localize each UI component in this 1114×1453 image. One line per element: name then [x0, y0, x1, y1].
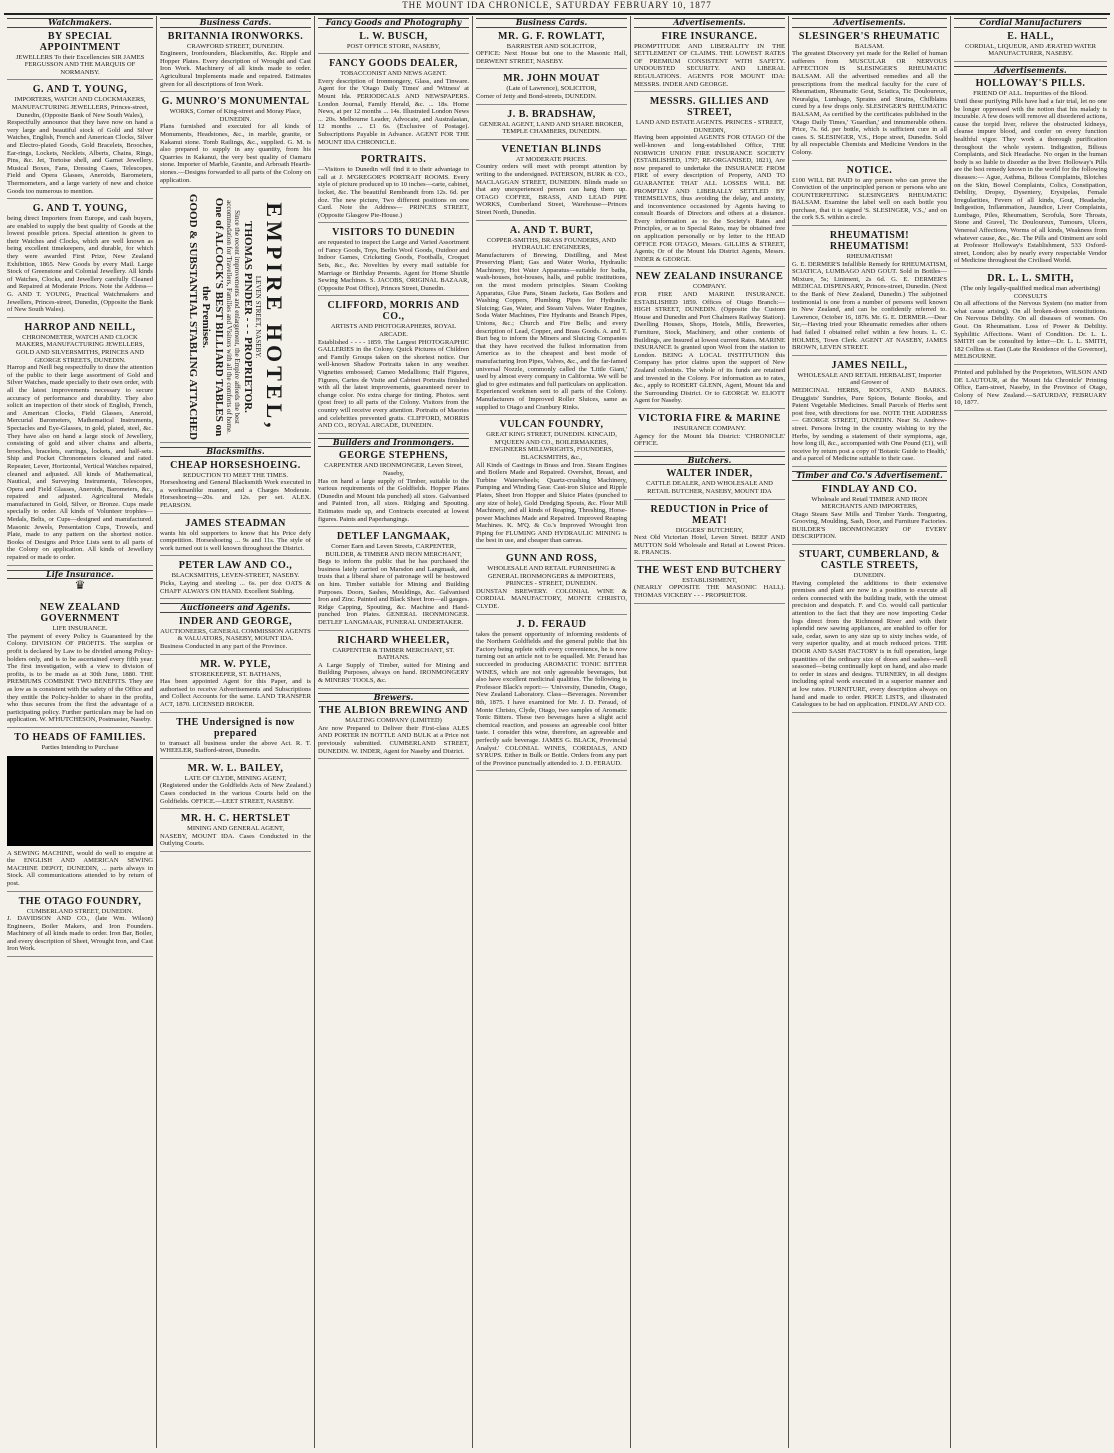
- ad-subheading: GREAT KING STREET, DUNEDIN. KINCAID, M'QUEEN AND CO., BOILERMAKERS, ENGINEERS MILLWRIGHTS, FOUNDERS, BLACKSMITHS, &c.,: [486, 431, 617, 461]
- advertisement: [318, 705, 469, 759]
- ad-body: Plans furnished and executed for all kinds of Monuments, Headstones, &c., in marble, granite, or Kakanui stone. Tomb Railings, &c., supplied. G. M. is also prepared to supply in any quantity, from his Quarries in Kakanui, the very best quality of Oamaru stone. Importer of Marble, Granite, and Arbroath Hearth-stones.—Designs forwarded to all parts of the Colony on application.: [160, 123, 311, 184]
- section-heading: Cordial Manufacturers: [954, 18, 1107, 28]
- ad-body: PROMPTITUDE AND LIBERALITY IN THE SETTLEMENT OF CLAIMS. THE LOWEST RATES OF PREMIUM CONSISTENT WITH SAFETY. UNDOUBTED SECURITY. AND LIBERAL REGULATIONS. AGENTS FOR MOUNT IDA: MESSRS. INDER AND GEORGE.: [634, 42, 785, 88]
- section-heading: Watchmakers.: [7, 18, 153, 28]
- advertisement: [318, 300, 469, 433]
- ad-subheading: COMPANY.: [692, 283, 727, 291]
- ad-heading: NOTICE.: [846, 164, 893, 176]
- ad-heading: BRITANNIA IRONWORKS.: [167, 30, 304, 42]
- column-7: [950, 16, 1110, 1448]
- section-heading: Life Insurance.: [7, 570, 153, 580]
- advertisement: [318, 531, 469, 631]
- advertisement: [954, 273, 1107, 365]
- hotel-proprietor: THOMAS PINDER - - - PROPRIETOR.: [241, 221, 254, 413]
- hotel-name: EMPIRE HOTEL,: [261, 202, 287, 432]
- ad-subheading: CATTLE DEALER, AND WHOLESALE AND RETAIL BUTCHER, NASEBY, MOUNT IDA: [646, 480, 773, 495]
- advertisement: [160, 96, 311, 188]
- ad-heading: L. W. BUSCH,: [359, 30, 428, 42]
- advertisement: [7, 896, 153, 958]
- ad-subheading: WHOLESALE AND RETAIL HERBALIST, Importer and Grower of: [797, 371, 942, 387]
- ad-body: being direct Importers from Europe, and cash buyers, are enabled to supply the best quality of Goods at the lowest possible prices. Special attention is given to their Watches and Clocks, which are well known as being excellent timekeepers, and durable, for which they were awarded First Prize, New Zealand Exhibition, 1865. New Goods by every Mail. Large Stock of Greenstone and Colonial Jewellery. All kinds of Watches, Clocks, and Jewellery carefully Cleaned and Repaired at Moderate Prices. Note the Address— G. AND T. YOUNG, Practical Watchmakers and Jewellers, Princes-street, Dunedin, (Opposite the Bank of New South Wales).: [7, 215, 153, 314]
- ad-body: Next Old Victorian Hotel, Leven Street. BEEF AND MUTTON Sold Wholesale and Retail at Lowest Prices. R. FRANCIS.: [634, 534, 785, 557]
- ad-body: Business Conducted in any part of the Province.: [160, 643, 288, 650]
- ad-body: Has on hand a large supply of Timber, suitable to the various requirements of the Goldfields. Hopper Plates (Dunedin and Mount Ida punched) all sizes. Galvanised and Painted Iron, all sizes. Ridging and Spouting. Estimates made up, and Contracts executed at lowest figures. Paints and Paperhangings.: [318, 477, 469, 523]
- ad-body: Having been appointed AGENTS FOR OTAGO Of the well-known and long-established Office, THE NORWICH UNION FIRE INSURANCE SOCIETY (ESTABLISHED, 1797; RE-ORGANISED, 1821), Are now prepared to undertake the INSURANCE FROM FIRE of every description of Property, AND TO GUARANTEE THAT ALL LOSSES WILL BE PROMPTLY AND LIBERALLY SETTLED BY THEMSELVES, thus avoiding the delay, and anxiety, and inconvenience occasioned by Agents having to consult Boards of Directors and others at a distance. Every information as to the Society's Rates and Principles, or as to Special Rates, may be obtained free on application personally or by letter to the HEAD OFFICE FOR OTAGO, Messrs. GILLIES & STREET, Agents; Or of the Mount Ida District Agents, Messrs. INDER & GEORGE.: [634, 134, 785, 263]
- ad-subheading: LATE OF CLYDE, MINING AGENT,: [184, 774, 287, 782]
- ad-heading: INDER AND GEORGE,: [178, 615, 293, 627]
- advertisement: [318, 31, 469, 55]
- hotel-address: LEVEN STREET, NASEBY.: [253, 276, 262, 359]
- ad-heading: STUART, CUMBERLAND, & CASTLE STREETS,: [798, 549, 941, 572]
- ad-heading: FANCY GOODS DEALER,: [329, 58, 458, 70]
- advertisement: [160, 460, 311, 514]
- column-2: [156, 16, 314, 1448]
- ad-heading: RHEUMATISM! RHEUMATISM!: [829, 230, 910, 253]
- ad-subheading: TOBACCONIST AND NEWS AGENT.: [340, 70, 447, 78]
- advertisement: [792, 484, 947, 546]
- ad-heading: FIRE INSURANCE.: [661, 30, 758, 42]
- ad-body: (Registered under the Goldfields Acts of New Zealand.) Cases conducted in the various Courts held on the Goldfields. OFFICE.—LEET STREET, NASEBY.: [160, 782, 311, 805]
- imprint: [954, 369, 1107, 411]
- ad-subheading: (Late of Lawrence), SOLICITOR,: [506, 85, 597, 93]
- advertisement: [634, 413, 785, 452]
- ad-body: wants his old supporters to know that his Price defy competition. Horseshoeing ... 9s and 11s. The style of work turned out is well known throughout the District.: [160, 529, 311, 552]
- ad-heading: VICTORIA FIRE & MARINE: [638, 412, 781, 424]
- column-5: [630, 16, 788, 1448]
- ad-body: Until these purifying Pills have had a fair trial, let no one be longer oppressed with the notion that his malady is incurable. A few doses will remove all disordered actions, cause the torpid liver, relieve the obstructed kidneys, cleanse impure blood, and confer on every function healthful vigor. They work a thorough purification throughout the whole system. Indigestion, Bilious Complaints, and Sick Headache. No organ in the human body is so liable to disorder as the liver. Holloway's Pills are the best remedy known in the world for the following diseases:— Ague, Asthma, Bilious Complaints, Blotches on the Skin, Bowel Complaints, Colics, Constipation, Debility, Dropsy, Dysentery, Erysipelas, Female Irregularities, Fevers of all kinds, Gout, Headache, Indigestion, Inflammation, Jaundice, Liver Complaints, Lumbago, Piles, Rheumatism, Scrofula, Sore Throats, Stone and Gravel, Tic Douloureux, Tumours, Ulcers, Venereal Affections, Worms of all kinds, Weakness from whatever cause, &c., &c. The Pills and Ointment are sold at Professor Holloway's Establishment, 533 Oxford-street, London; also by nearly every respectable Vendor of Medicine throughout the Civilised World.: [954, 97, 1107, 265]
- ad-heading: THE ALBION BREWING AND: [318, 705, 469, 717]
- advertisement: [634, 271, 785, 409]
- advertisement: [7, 602, 153, 728]
- ad-heading: HOLLOWAY'S PILLS.: [975, 78, 1086, 90]
- hotel-note: Since the recent improvements and enlargement, the Empire affords the best accommodation for Travellers, Families and Visitors with all the comforts of home.: [224, 200, 241, 434]
- ad-subheading: CRAWFORD STREET, DUNEDIN.: [186, 42, 285, 50]
- advertisement: [160, 717, 311, 759]
- section-heading: Business Cards.: [160, 18, 311, 28]
- ad-subheading: IMPORTERS, WATCH AND CLOCKMAKERS, MANUFACTURING JEWELLERS, Princes-street, Dunedin, (Opposite Bank of New South Wales),: [11, 96, 149, 119]
- ad-body: The payment of every Policy is Guaranteed by the Colony. DIVISION OF PROFITS. The surplus or profit is declared by Law to be divided among Policy-holders only, and is to be ascertained every fifth year. The first investigation, with a view to division of profits, is to be made as at 30th June, 1880. THE PREMIUMS COMBINE TWO BENEFITS. They are as low as is consistent with the safety of the Office and they entitle the Policy-holder to share in the profits, who thus secures from the first the advantage of a participating policy. Further particulars may be had on application. W. M'HUTCHESON, Postmaster, Naseby.: [7, 632, 153, 724]
- advertisement: [792, 165, 947, 227]
- advertisement: [160, 659, 311, 713]
- advertisement: [160, 616, 311, 655]
- advertisement: [792, 549, 947, 713]
- ad-subheading: STOREKEEPER, ST. BATHANS,: [189, 670, 282, 678]
- advertisement: [634, 565, 785, 604]
- ad-body: Respectfully announce that they have now on hand a very large and beautiful stock of Gold and Silver Watches, English, French and American Clocks, Silver and Electro-plated Goods, Gold Bracelets, Brooches, Ear-rings, Lockets, Necklets, Alberts, Chains, Rings, Pins, &c. Jet, Tortoise shell, and Garnet Jewellery. Musical Boxes, Fans, Dressing Cases, Telescopes, Field and Opera Glasses, Aneroids, Barometers, Thermometers, and a large variety of new and choice Goods too numerous to mention.: [7, 119, 153, 195]
- ad-subheading: CORDIAL, LIQUEUR, AND ÆRATED WATER MANUFACTURER, NASEBY.: [964, 42, 1097, 58]
- empire-hotel-ad: [160, 192, 311, 443]
- ad-heading: REDUCTION in Price of MEAT!: [650, 503, 769, 526]
- ad-heading: PORTRAITS.: [360, 154, 427, 166]
- advertisement: [318, 227, 469, 296]
- section-heading: Brewers.: [318, 693, 469, 703]
- section-heading: Auctioneers and Agents.: [160, 603, 311, 613]
- column-4: [472, 16, 630, 1448]
- ad-body: —Visitors to Dunedin will find it to their advantage to call at J. M'GREGOR'S PORTRAIT ROOMS. Every style of picture produced up to 10 inches—carte, cabinet, locket, &c. The beautiful Rembrandt from 12s. 6d. per doz. The new picture, Two different positions on one Card. Note the Address— PRINCES STREET, (Opposite Glasgow Pie-House.): [318, 166, 469, 219]
- ad-subheading: RHEUMATISM!: [846, 253, 893, 261]
- ad-subheading: GENERAL AGENT, LAND AND SHARE BROKER, TEMPLE CHAMBERS, DUNEDIN.: [479, 120, 624, 136]
- ad-subheading: INSURANCE COMPANY.: [673, 424, 746, 432]
- royal-arms-emblem-icon: ♛: [74, 578, 86, 593]
- advertisement: [634, 504, 785, 561]
- column-6: [788, 16, 950, 1448]
- ad-subheading: REDUCTION TO MEET THE TIMES.: [182, 471, 289, 479]
- ad-heading: SLESINGER'S RHEUMATIC: [798, 30, 941, 42]
- ad-body: FOR FIRE AND MARINE INSURANCE. ESTABLISHED 1859. Offices of Otago Branch:— HIGH STREET, DUNEDIN. (Opposite the Custom House and Dunedin and Port Chalmers Railway Station). Dwelling Houses, Shops, Hotels, Mills, Breweries, Furniture, Stock, Machinery, and other contents of Buildings, are Insured at lowest current Rates. MARINE INSURANCE Is granted upon Wool from the station to London. BEING A LOCAL INSTITUTION this Company has prior claims upon the support of New Zealand colonists. The whole of its funds are retained and invested in the Colony. For information as to rates, &c., apply to ROBERT GLENN, Agent, Mount Ida and the Surrounding District. Or to GEORGE W. ELIOTT Agent for Naseby.: [634, 291, 785, 405]
- ad-heading: MESSRS. GILLIES AND STREET,: [649, 96, 770, 119]
- ad-heading: MR. G. F. ROWLATT,: [498, 30, 605, 42]
- advertisement: [318, 154, 469, 223]
- ad-heading: VISITORS TO DUNEDIN: [332, 227, 455, 239]
- advertisement: [7, 31, 153, 81]
- section-heading: Advertisements.: [634, 18, 785, 28]
- ad-subheading: FRIEND OF ALL. Impurities of the Blood.: [973, 90, 1088, 98]
- hotel-stabling: GOOD & SUBSTANTIAL STABLING ATTACHED: [186, 194, 199, 441]
- ad-heading: NEW ZEALAND INSURANCE: [635, 271, 784, 283]
- advertisement: [476, 225, 627, 416]
- ad-heading: MR. JOHN MOUAT: [503, 73, 600, 85]
- advertisement: [792, 230, 947, 356]
- advertisement: [476, 109, 627, 140]
- advertisement: [7, 322, 153, 566]
- advertisement: [476, 419, 627, 549]
- ad-heading: TO HEADS OF FAMILIES.: [14, 731, 146, 743]
- advertisement: [160, 31, 311, 93]
- advertisement: [476, 31, 627, 70]
- advertisement: [160, 763, 311, 809]
- advertisement: [476, 553, 627, 615]
- ad-body: are requested to inspect the Large and Varied Assortment of Fancy Goods, Toys, Berlin Wool Goods, Outdoor and Indoor Games, Cricketing Goods, Footballs, Croquet Sets, &c., &c. Novelties by every mail suitable for Marriage or Birthday Presents. Agent for Home Shuttle Sewing Machines. S. JACOBS, ORIGINAL BAZAAR, (Opposite Post Office), Princes Street, Dunedin.: [318, 239, 469, 292]
- advertisement: [634, 468, 785, 499]
- ad-subheading: MALTING COMPANY (LIMITED): [345, 717, 442, 725]
- ad-body: Manufacturers of Brewing, Distilling, and Mest Preserving Plant; Gas and Water Works, Hydraulic Machinery, Hot Water Apparatus—suitable for baths, wash-houses, hot-houses, halls, and public institutions, on the most modern principles. Steam Cooking Apparatus, Glue Pans, Steam Jackets, Gas Boilers and Washing Coppers, Plumbing Pipes for Hydraulic Sluicing; Gas, Water, and Steam Valves. Water Engines, Soda Water Machines, Fire Hydrants and Branch Pipes, Unions, &c.; Church and Fire Bells; and every description of Lead, Copper, and Brass Goods. A. and T. Burt beg to inform the Miners and Sluicing Companies that they have received the fullest information from America as to the cheapest and best mode of manufacturing Iron Pipes, Valves, &c., and the far-famed universal Nozzle, commonly called the 'Little Giant,' used by almost every company in California. We will be glad to give estimates and full particulars on application. Experienced workmen sent to all parts of the Colony. Manufacturers of Improved Roller Sluices, same as supplied to Otago and Cranbury Rinks.: [476, 251, 627, 411]
- advertisement: [160, 813, 311, 852]
- ad-body: A Large Supply of Timber, suited for Mining and Building Purposes, always on hand. IRONMONGERY & MINERS' TOOLS, &c.: [318, 661, 469, 684]
- ad-heading: PETER LAW AND CO.,: [178, 560, 293, 572]
- ad-subheading: WORKS, Corner of King-street and Moray Place, DUNEDIN.: [169, 108, 302, 123]
- ad-subheading: MINING AND GENERAL AGENT,: [186, 825, 285, 833]
- ad-body: G. E. DERMER'S Infallible Remedy for RHEUMATISM, SCIATICA, LUMBAGO AND GOUT. Sold in Bottles—Mixture, 5s; Liniment, 2s 6d. G. E. DERMER'S MEDICAL DISPENSARY, Princes-street, Dunedin. (Next to the Bank of New Zealand, Dunedin.) The subjoined testimonial is one from a number of persons well known in New Zealand, and can be confidently referred to. Lawrence, October 16, 1876. Mr. G. E. DERMER.—Dear Sir,—Having tried your Rheumatic remedies after others had failed I obtained relief within a few hours. L. C. HOLMES, Town Clerk. AGENT AT NASEBY, JAMES BROWN, LEVEN STREET.: [792, 260, 947, 352]
- masthead-rule: [4, 13, 1110, 15]
- advertisement: [7, 203, 153, 318]
- ad-body: On all affections of the Nervous System (no matter from what cause arising). On all broken-down constitutions. On Nervous Debility. On all diseases of women. On Gout. On Rheumatism. Loss of Power & Debility. Syphilitic Affections. Want of Condition. Dr. L. L. SMITH can be consulted by letter—Dr. L. L. SMITH, 182 Collins st. East (Late the Residence of the Governor), MELBOURNE.: [954, 300, 1107, 361]
- ad-body: DUNSTAN BREWERY. COLONIAL WINE & CORDIAL MANUFACTORY, MONTE CHRISTO, CLYDE.: [476, 587, 627, 611]
- ad-subheading: COPPER-SMITHS, BRASS FOUNDERS, AND HYDRAULIC ENGINEERS,: [486, 236, 617, 252]
- ad-body: NASEBY, MOUNT IDA. Cases Conducted in the Outlying Courts.: [160, 832, 311, 848]
- advertisement: [792, 360, 947, 467]
- section-heading: Fancy Goods and Photography: [318, 18, 469, 28]
- section-heading: Advertisements.: [954, 66, 1107, 76]
- masthead: THE MOUNT IDA CHRONICLE, SATURDAY FEBRUARY 10, 1877: [402, 0, 712, 10]
- ad-body: Horseshoeing and General Blacksmith Work executed in a workmanlike manner, and a Charges Moderate. Horseshoeing—20s. and 12s. per set. ALEX. PEARSON.: [160, 479, 311, 510]
- ad-body: MEDICINAL HERBS, ROOTS, AND BARKS. Druggists' Sundries, Pure Spices, Botanic Books, and Patent Vegetable Medicines. Small Parcels of Herbs sent post free, with directions for use. NOTE THE ADDRESS— GEORGE STREET, DUNEDIN. Near St. Andrew-street. Persons living in the country wishing to try the Herbs, by sending a statement of their symptoms, age, how long ill, &c., accompanied with One Pound (£1), will receive by return post a copy of 'Botanic Guide to Health,' and a parcel of Medicine suitable to their case.: [792, 386, 947, 463]
- ad-body: Has been appointed Agent for this Paper, and is authorised to receive Advertisements and Subscriptions and Collect Accounts for the same. LAND TRANSFER ACT, 1870. LICENSED BROKER.: [160, 678, 311, 708]
- ad-heading: VENETIAN BLINDS: [501, 143, 602, 155]
- ad-body: Having completed the additions to their extensive premises and plant are now in a position to execute all orders connected with the building trade, with the utmost precision and despatch. F. and Co. would call particular attention to the fact that they are now importing Cedar logs direct from the Richmond River and with their splendid new sawing appliances, are enabled to offer for sale, cedar, sawn to any size up to sixty inches wide, of very superior quality, and at much reduced prices. THE DOOR AND SASH FACTORY is in full operation, large quantities of the ordinary size of doors and sashes—well seasoned—being continually kept on hand, and also made to order in sizes and designs. TURNERY, in all designs including spiral work executed in a superior manner and at low rates. FURNITURE, every description always on hand and made to order. PRICE LISTS, and illustrated Catalogues to be had on application. FINDLAY AND CO.: [792, 579, 947, 709]
- ad-subheading: ARTISTS AND PHOTOGRAPHERS, ROYAL ARCADE.: [330, 323, 457, 339]
- ad-heading: VULCAN FOUNDRY,: [499, 419, 604, 431]
- ad-subheading: LIFE INSURANCE.: [52, 625, 108, 633]
- ad-body: takes the present opportunity of informing residents of the Northern Goldfields and the general public that his Factory being replete with every convenience, he is now turning out an article not to be equalled. Mr. Feraud has succeeded in producing AROMATIC TONIC BITTER WINES, which are not only agreeable beverages, but also have excellent medicinal qualities. The following is Professor Black's report:— 'University, Dunedin, Otago, New Zealand Laboratory. Class—Beverages. November 8th, 1875. I have examined for Mr. J. D. Feraud, of Monte Christo, Clyde, Otago, two samples of Aromatic Tonic Bitters. These two beverages have a slight acid chemical reaction, and possess an agreeable cool bitter taste. I consider this wine, therefore, an agreeable and perfectly safe beverage. JAMES G. BLACK, Provincial Analyst.' COLONIAL WINES, CORDIALS, AND SYRUPS. Either in Bulk or Bottle. Orders from any part of the Province punctually attended to. J. D. FERAUD.: [476, 630, 627, 767]
- ad-body: A SEWING MACHINE, would do well to enquire at the ENGLISH AND AMERICAN SEWING MACHINE DEPOT, DUNEDIN, ... parts always in Stock. All communications attended to by return of post.: [7, 849, 153, 887]
- ad-body: Corner of Jetty and Bond-streets, DUNEDIN.: [476, 92, 597, 100]
- column-3: [314, 16, 472, 1448]
- ad-body: Are now Prepared to Deliver their First-class ALES AND PORTER IN BOTTLE AND BULK at a Price not previously submitted. CUMBERLAND STREET, DUNEDIN. W. INDER, Agent for Naseby and District.: [318, 724, 469, 755]
- ad-body: Otago Steam Saw Mills and Timber Yards. Tongueing, Grooving, Moulding, Sash, Door, and Furniture Factories. BUILDER'S IRONMONGERY OF EVERY DESCRIPTION.: [792, 510, 947, 541]
- ad-subheading: BLACKSMITHS, LEVEN-STREET, NASEBY.: [171, 572, 300, 580]
- ad-body: Agency for the Mount Ida District: 'CHRONICLE' OFFICE.: [634, 432, 785, 448]
- ad-body: Engineers, Ironfounders, Blacksmiths, &c. Ripple and Hopper Plates. Every description of Wrought and Cast Iron Work. Machinery of all kinds made to order. Agricultural Implements made and repaired. Estimates given for all descriptions of Iron Work.: [160, 50, 311, 88]
- ad-heading: MR. W. PYLE,: [200, 658, 271, 670]
- ad-heading: G. AND T. YOUNG,: [32, 84, 128, 96]
- advertisement: [954, 31, 1107, 62]
- ad-subheading: WHOLESALE AND RETAIL FURNISHING & GENERAL IRONMONGERS & IMPORTERS, PRINCES - STREET, DUNEDIN.: [487, 565, 616, 588]
- ad-subheading: DUNEDIN.: [853, 572, 886, 580]
- ad-body: J. DAVIDSON AND CO., (late Wm. Wilson) Engineers, Boiler Makers, and Iron Founders. Machinery of all kinds made to order. Iron Bar, Boiler, and every description of Sheet, Wrought Iron, and Cast Iron Work.: [7, 915, 153, 953]
- ad-subheading: JEWELLERS To their Excellencies SIR JAMES FERGUSSON AND THE MARQUIS OF NORMANBY.: [15, 53, 145, 76]
- ad-heading: G. MUNRO'S MONUMENTAL: [161, 96, 310, 108]
- ad-subheading: BALSAM.: [854, 42, 885, 50]
- section-heading: Blacksmiths.: [160, 447, 311, 457]
- ad-body: £100 WILL BE PAID to any person who can prove the Conviction of the unprincipled person or persons who are COUNTERFEITING SLESINGER'S RHEUMATIC BALSAM. Examine the label well on each bottle you purchase, that it is signed 'S. SLESINGER, V.S.,' and on the cork S.S. within a circle.: [792, 176, 947, 222]
- ad-heading: WALTER INDER,: [666, 468, 753, 480]
- ad-heading: RICHARD WHEELER,: [337, 634, 450, 646]
- ad-heading: FINDLAY AND CO.: [821, 483, 918, 495]
- section-heading: Butchers.: [634, 456, 785, 466]
- ad-heading: J. D. FERAUD: [516, 618, 587, 630]
- ad-heading: CHEAP HORSESHOEING.: [170, 459, 301, 471]
- advertisement: [476, 619, 627, 772]
- ad-body: OFFICE: Next House but one to the Masonic Hall, DERWENT STREET, NASEBY.: [476, 50, 627, 65]
- section-heading: Advertisements.: [792, 18, 947, 28]
- ad-heading: JAMES STEADMAN: [185, 517, 286, 529]
- ad-body: All Kinds of Castings in Brass and Iron. Steam Engines and Boilers Made and Repaired. Overshot, Breast, and Turbine Waterwheels; Quartz-crushing Machinery, Pumping and Winding Gear. Cast-iron Sluice and Ripple Plates, Sheet Iron Hopper and Sluice Plates (punched to any size of hole), Gold Dredging Spouts, &c. Flour Mill Machinery, and all kinds of Reaping, Threshing, Horse-power Machines Made and Repaired. Improved Reaping Machines. K. M'Q. & Co.'s Improved Wrought Iron Piping for FLUMING AND HYDRAULIC MINING is the best in use, and cheaper than canvas.: [476, 461, 627, 545]
- ad-subheading: BARRISTER AND SOLICITOR,: [506, 42, 597, 50]
- ad-subheading: ESTABLISHMENT,: [682, 576, 737, 584]
- ad-subheading: Corner Earn and Leven Streets, CARPENTER, BUILDER, & TIMBER AND IRON MERCHANT,: [325, 543, 462, 558]
- ad-subheading: AT MODERATE PRICES.: [515, 155, 588, 163]
- section-heading: Builders and Ironmongers.: [318, 438, 469, 448]
- ad-subheading: CUMBERLAND STREET, DUNEDIN.: [26, 907, 134, 915]
- ad-heading: MR. H. C. HERTSLET: [180, 813, 291, 825]
- advertisement: [634, 31, 785, 93]
- ad-heading: G. AND T. YOUNG,: [32, 203, 128, 215]
- advertisement: [792, 31, 947, 161]
- advertisement: [318, 635, 469, 689]
- ad-heading: HARROP AND NEILL,: [24, 321, 136, 333]
- advertisement: [160, 518, 311, 557]
- ad-heading: BY SPECIAL APPOINTMENT: [39, 30, 121, 53]
- ad-heading: CLIFFORD, MORRIS AND CO.,: [327, 300, 460, 323]
- advertisement: [160, 560, 311, 599]
- ad-heading: GEORGE STEPHENS,: [338, 450, 449, 462]
- ad-subheading: CHRONOMETER, WATCH AND CLOCK MAKERS, MANUFACTURING JEWELLERS, GOLD AND SILVERSMITHS, PRINCES AND GEORGE STREETS, DUNEDIN.: [15, 333, 145, 364]
- redacted-block: [7, 756, 153, 846]
- ad-heading: E. HALL,: [1007, 30, 1054, 42]
- ad-body: Harrop and Neill beg respectfully to draw the attention of the public to their large assortment of Gold and Silver Watches, made specially to their own order, with all the latest improvements necessary to secure accuracy of performance and durability. They also solicit an inspection of their stock of English, French, and American Clocks, Field Glasses, Aneroid, Mercurial Barometers, Mathematical Instruments, Spectacles and Eye-Glasses, in gold, plated, steel, &c. They have also on hand a large stock of Jewellery, consisting of gold and silver chains and alberts, brooches, bracelets, earrings, lockets, and half-sets. Ship and Pocket Chronometers cleaned and rated. Repeater, Lever, Horizontal, Vertical Watches repaired, cleaned and adjusted. All kinds of Mathematical, Nautical, and Surveying Instruments, Telescopes, Opera and Field Glasses, Aneroids, Barometers, &c., repaired and adjusted. Agricultural Medals manufactured in Gold, Silver, or Bronze. Cups made specially to order. All kinds of Volunteer trophies—Medals, Belts, or Cups—designed and manufactured. Masonic Jewels, Presentation Cups, Trowels, and Plate, made to any pattern on the shortest notice. Books of Designs and Price Lists sent to all parts of the Colony on application. All kinds of Jewellery repaired or made to order.: [7, 364, 153, 562]
- ad-heading: THE OTAGO FOUNDRY,: [18, 895, 142, 907]
- ad-heading: THE WEST END BUTCHERY: [636, 564, 783, 576]
- ad-heading: A. AND T. BURT,: [509, 224, 594, 236]
- ad-heading: GUNN AND ROSS,: [505, 553, 598, 565]
- ad-subheading: (The only legally-qualified medical man advertising) CONSULTS: [960, 285, 1101, 300]
- ad-heading: THE Undersigned is now prepared: [176, 716, 295, 739]
- ad-subheading: Parties Intending to Purchase: [41, 743, 119, 751]
- advertisement: [954, 78, 1107, 269]
- ad-subheading: CARPENTER & TIMBER MERCHANT, ST. BATHANS.: [332, 646, 455, 662]
- ad-body: (NEARLY OPPOSITE THE MASONIC HALL). THOMAS VICKERY - - - PROPRIETOR.: [634, 584, 785, 600]
- ad-heading: DETLEF LANGMAAK,: [336, 531, 451, 543]
- advertisement: [476, 144, 627, 221]
- ad-body: The greatest Discovery yet made for the Relief of human sufferers from MUSCULAR OR NERVOUS AFFECTION IS SLESINGER'S RHEUMATIC BALSAM. All the advertised remedies and all the prescriptions from the medical faculty for the cure of Rheumatism, Rheumatic Gout, Sciatica, Tic Douloureux, Neuralgia, Lumbago, Sprains and Strains, Chilblains cured by a few drops only. SLESINGER'S RHEUMATIC BALSAM, As certified by the certificates published in the 'Otago Daily Times,' 'Guardian,' and innumerable others. Price, 7s. 6d. per bottle, which is sufficient cure in all cases. S. SLESINGER, V.S., Hope street, Dunedin. Sold by all respectable Chemists and Medicine Vendors in the Colony.: [792, 50, 947, 156]
- advertisement: [476, 73, 627, 104]
- ad-subheading: POST OFFICE STORE, NASEBY,: [346, 42, 441, 50]
- ad-body: to transact all business under the above Act. R. T. WHEELER, Stafford-street, Dunedin.: [160, 739, 311, 755]
- column-1: [4, 16, 156, 1448]
- ad-heading: MR. W. L. BAILEY,: [187, 762, 284, 774]
- ad-subheading: LAND AND ESTATE AGENTS. PRINCES - STREET, DUNEDIN,: [635, 119, 784, 134]
- advertisement: [7, 84, 153, 199]
- ad-subheading: AUCTIONEERS, GENERAL COMMISSION AGENTS & VALUATORS, NASEBY, MOUNT IDA.: [160, 627, 311, 643]
- advertisement: [7, 732, 153, 892]
- ad-body: Begs to inform the public that he has purchased the business lately carried on Marsdon and Langmaak, and trusts that a liberal share of patronage will be bestowed on him. Timber suitable for Mining and Building Purposes. Doors, Sashes, Mouldings, &c. Galvanised Iron and Zinc. Painted and Black Sheet Iron—all gauges. Ridge Capping, Spouting, &c. Machine and Hand-punched Iron Plates. GENERAL IRONMONGER. DETLEF LANGMAAK, FUNERAL UNDERTAKER.: [318, 558, 469, 627]
- advertisement: [318, 450, 469, 527]
- ad-subheading: Wholesale and Retail TIMBER AND IRON MERCHANTS AND IMPORTERS,: [811, 495, 928, 511]
- ad-body: Picks, Laying and steeling ... 6s. per doz OATS & CHAFF ALWAYS ON HAND. Excellent Stabling.: [160, 580, 311, 595]
- ad-subheading: DIGGERS' BUTCHERY,: [675, 526, 744, 534]
- ad-subheading: CARPENTER AND IRONMONGER, Leven Street, Naseby,: [324, 462, 463, 477]
- ad-body: Established - - - - 1859. The Largest PHOTOGRAPHIC GALLERIES in the Colony. Quick Pictures of Children and Family Groups taken on the shortest notice. Our well-known Shadow Portraits taken in any weather. Vignettes embossed; Cameo Medallions; Half Figures, Figures, Cartes de Visite and Cabinet Portraits finished with all the latest improvements, guaranteed never to change color. No extra charge for tinting. Photos. sent (post free) to all parts of the Colony. Visitors from the country will receive every attention. Portraits of Maories and celebrities prevented gratis. CLIFFORD, MORRIS AND CO., ROYAL ARCADE, DUNEDIN.: [318, 338, 469, 430]
- section-heading: Timber and Co.'s Advertisement.: [792, 471, 947, 481]
- ad-heading: JAMES NEILL,: [831, 359, 908, 371]
- advertisement: [634, 96, 785, 267]
- advertisement: [318, 58, 469, 150]
- imprint-text: Printed and published by the Proprietors, WILSON AND DE LAUTOUR, at the 'Mount Ida Chronicle' Printing Office, Earn-street, Naseby, in the Province of Otago, Colony of New Zealand.—SATURDAY, FEBRUARY 10, 1877.: [954, 368, 1107, 407]
- ad-heading: J. B. BRADSHAW,: [507, 108, 596, 120]
- ad-heading: DR. L. L. SMITH,: [987, 273, 1074, 285]
- ad-heading: NEW ZEALAND GOVERNMENT: [39, 602, 121, 625]
- ad-body: Every description of Ironmongery, Glass, and Tinware. Agent for the 'Otago Daily Times' and 'Witness' at Mount Ida. PERIODICALS AND NEWSPAPERS. London Journal, Family Herald, &c. ... 18s. Home News, at per 12 months ... 14s. Illustrated London News ... 20s. Melbourne Leader, Advocate, and Australasian, 12 months ... £1 6s. (Exclusive of Postage). Subscriptions Payable in Advance. AGENT FOR THE MOUNT IDA CHRONICLE.: [318, 77, 469, 146]
- section-heading: Business Cards.: [476, 18, 627, 28]
- rotated-ad-content: [186, 192, 286, 442]
- hotel-billiards: One of ALCOCK'S BEST BILLIARD TABLES on the Premises.: [199, 197, 225, 437]
- ad-body: Country orders will meet with prompt attention by writing to the undersigned. PATERSON, BURK & CO., MACLAGGAN STREET, DUNEDIN. Blinds made so that any unexperienced person can hang them up. OTAGO COFFEE, BRASS, AND LEAD PIPE WORKS, Cumberland Street, Warehouse—Princes Street North, Dunedin.: [476, 163, 627, 216]
